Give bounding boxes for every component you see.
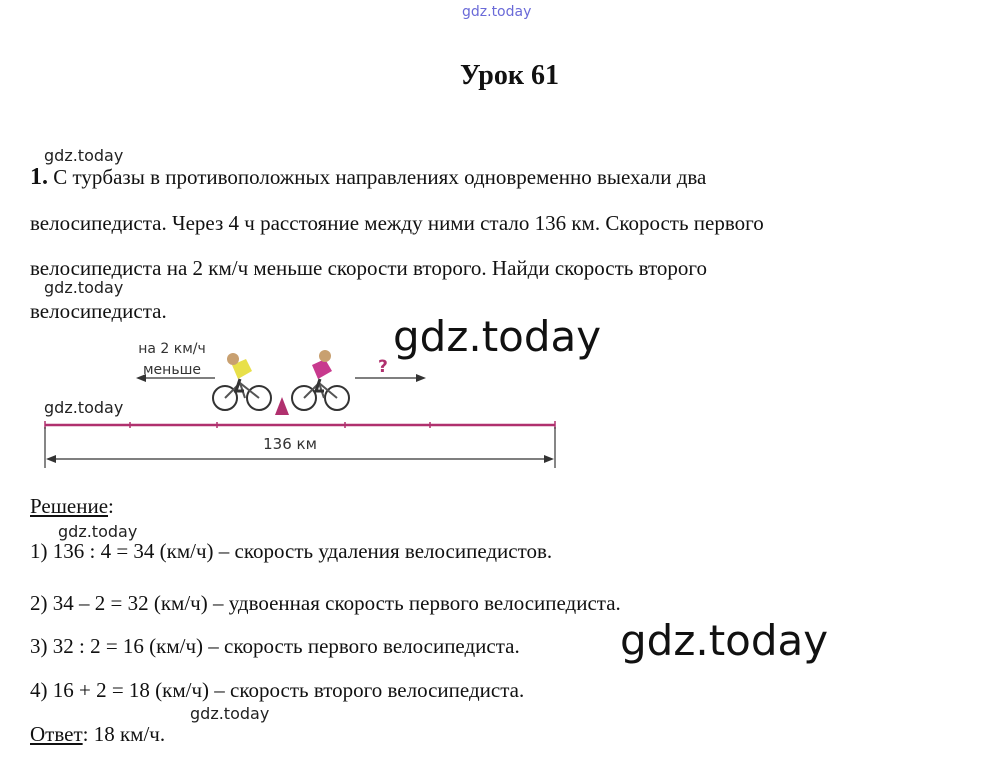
page-title: Урок 61 [460,60,559,91]
start-marker [275,397,289,415]
solution-heading [30,494,114,519]
distance-arrow-left-head [46,455,56,463]
solution-step: 4) 16 + 2 = 18 (км/ч) – скорость второго велосипедиста. [30,678,525,702]
watermark-small: gdz.today [58,522,138,541]
solution-step: 3) 32 : 2 = 16 (км/ч) – скорость первого велосипедиста. [30,634,520,658]
problem-line-4: велосипедиста. [30,299,167,323]
solution-step: 2) 34 – 2 = 32 (км/ч) – удвоенная скорость первого велосипедиста. [30,591,621,615]
watermark-small: gdz.today [44,146,124,165]
problem-number: 1. [30,164,48,190]
answer-value: : 18 км/ч. [82,722,166,746]
problem-line-2: велосипедиста. Через 4 ч расстояние между ними стало 136 км. Скорость первого [30,211,764,235]
right-arrow-head [416,374,426,382]
watermark-small: gdz.today [44,278,124,297]
cyclist-right-icon [292,350,349,410]
answer-line [30,722,165,747]
problem-line-1 [30,164,706,191]
speed-diff-label-line1: на 2 км/ч [138,341,206,357]
speed-diff-label-line2: меньше [142,362,201,378]
solution-heading-label: Решение [30,494,109,518]
watermark-big: gdz.today [620,616,829,665]
problem-figure [40,335,570,475]
distance-label: 136 км [245,435,335,453]
watermark-small: gdz.today [190,704,270,723]
solution-heading-colon: : [108,494,114,518]
problem-text: С турбазы в противоположных направлениях одновременно выехали два [53,165,707,189]
problem-line-3: велосипедиста на 2 км/ч меньше скорости второго. Найди скорость второго [30,256,708,280]
watermark-big: gdz.today [393,312,602,361]
watermark-top: gdz.today [462,4,532,20]
distance-arrow-right-head [544,455,554,463]
figure-svg [40,335,570,475]
answer-label: Ответ [30,722,83,746]
unknown-speed-mark: ? [378,357,388,377]
solution-step: 1) 136 : 4 = 34 (км/ч) – скорость удаления велосипедистов. [30,539,553,563]
watermark-small: gdz.today [44,398,124,417]
